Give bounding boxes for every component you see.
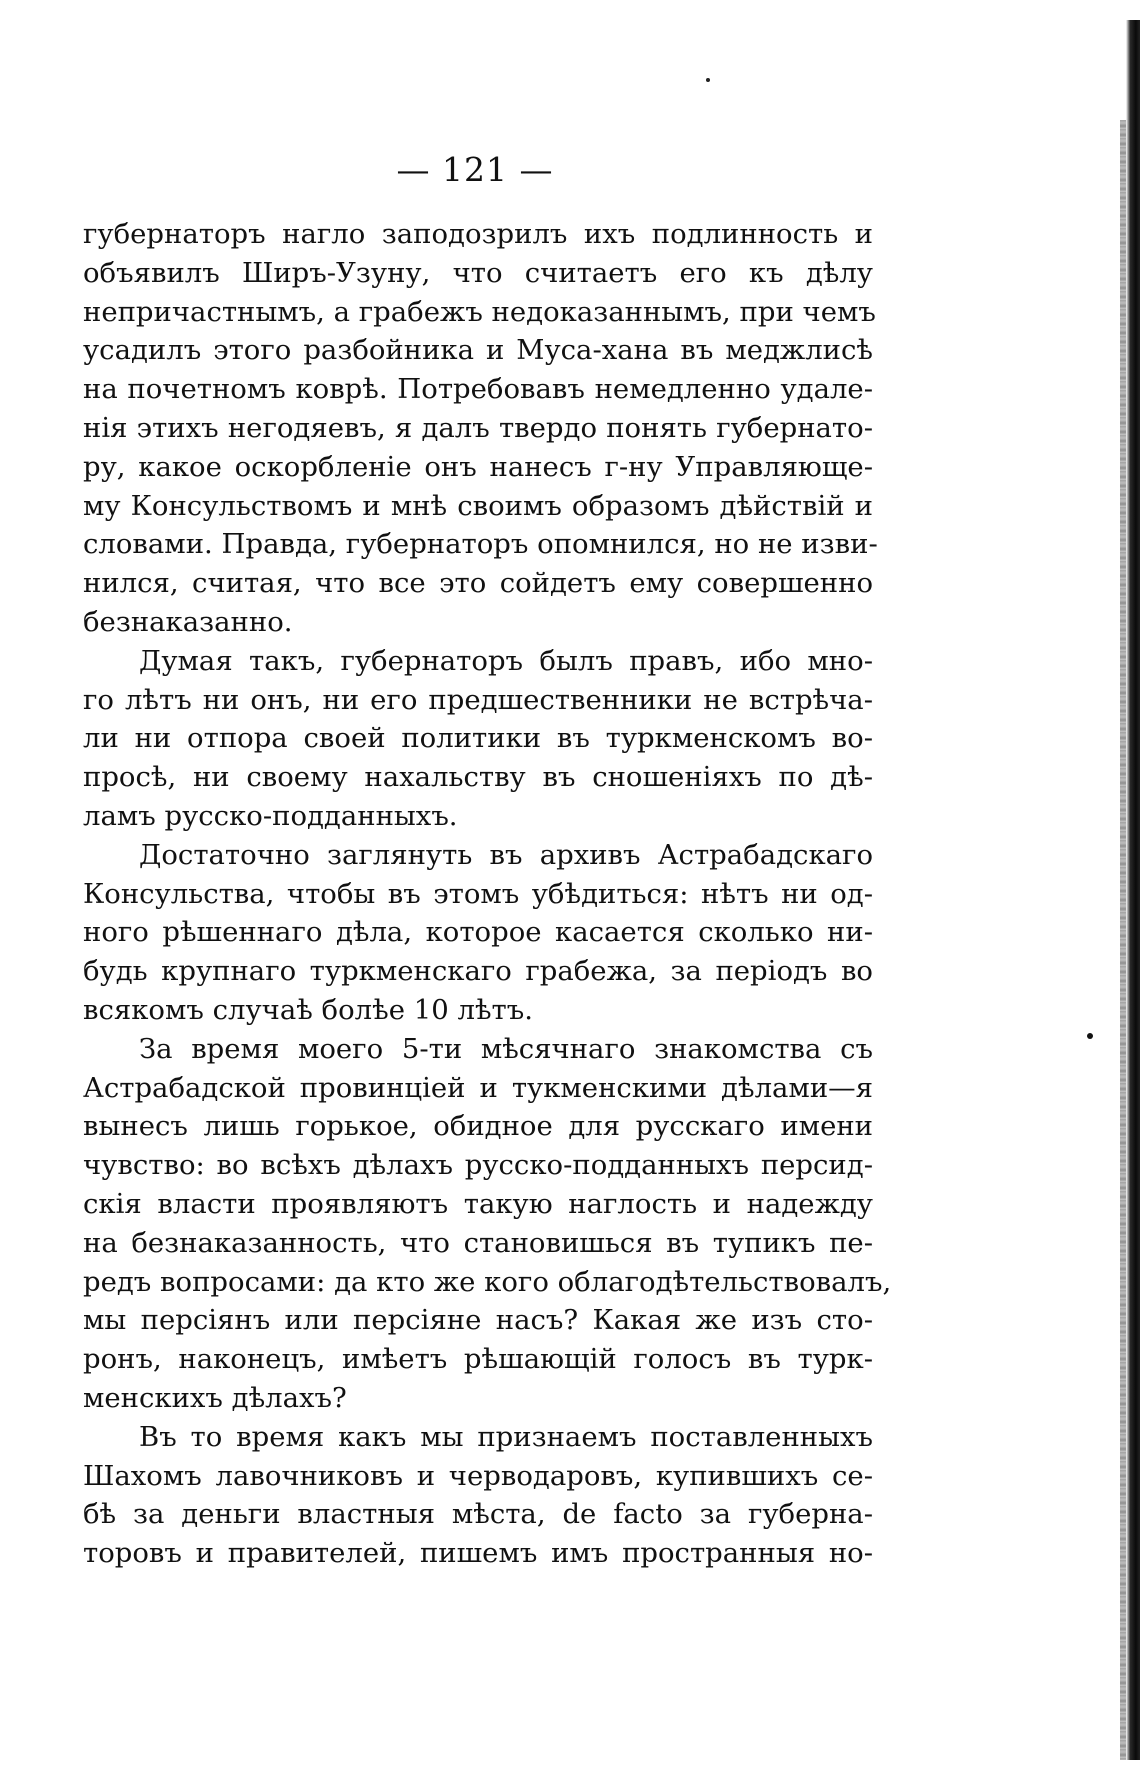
book-spine-edge (1126, 20, 1140, 1760)
text-line: губернаторъ нагло заподозрилъ ихъ подлинность и (83, 218, 873, 250)
text-line: всякомъ случаѣ болѣе 10 лѣтъ. (83, 993, 533, 1026)
text-line: бѣ за деньги властныя мѣста, de facto за губерна- (83, 1498, 873, 1531)
text-line: на почетномъ коврѣ. Потребовавъ немедленно удале- (83, 373, 873, 406)
text-line: ронъ, наконецъ, имѣетъ рѣшающій голосъ въ турк- (83, 1343, 873, 1376)
text-line: редъ вопросами: да кто же кого облагодѣтельствовалъ, (83, 1265, 892, 1298)
text-line: вынесъ лишь горькое, обидное для русскаго имени (83, 1110, 873, 1143)
text-line: чувство: во всѣхъ дѣлахъ русско-подданныхъ персид- (83, 1149, 873, 1182)
text-line: на безнаказанность, что становишься въ тупикъ пе- (83, 1226, 873, 1259)
text-line: просѣ, ни своему нахальству въ сношеніяхъ по дѣ- (83, 761, 873, 794)
text-line: го лѣтъ ни онъ, ни его предшественники не встрѣча- (83, 683, 873, 716)
text-line: словами. Правда, губернаторъ опомнился, но не изви- (83, 528, 878, 561)
text-line: Думая такъ, губернаторъ былъ правъ, ибо мно- (139, 644, 873, 677)
text-line: непричастнымъ, а грабежъ недоказаннымъ, при чемъ (83, 295, 876, 328)
text-line: ного рѣшеннаго дѣла, которое касается сколько ни- (83, 916, 873, 949)
text-line: Въ то время какъ мы признаемъ поставленныхъ (139, 1420, 873, 1453)
text-line: нился, считая, что все это сойдетъ ему совершенно (83, 567, 873, 600)
text-line: мы персіянъ или персіяне насъ? Какая же изъ сто- (83, 1304, 873, 1337)
text-line: ламъ русско-подданныхъ. (83, 799, 458, 832)
text-line: менскихъ дѣлахъ? (83, 1381, 347, 1414)
page-number: — 121 — (396, 150, 554, 189)
text-line: ру, какое оскорбленіе онъ нанесъ г-ну Управляюще- (83, 450, 873, 483)
text-line: скія власти проявляютъ такую наглость и надежду (83, 1187, 873, 1220)
text-line: Консульства, чтобы въ этомъ убѣдиться: нѣтъ ни од- (83, 877, 873, 910)
body-text (83, 215, 892, 1573)
speck-mark (1087, 1033, 1093, 1039)
text-line: будь крупнаго туркменскаго грабежа, за періодъ во (83, 955, 873, 988)
text-line: безнаказанно. (83, 605, 293, 638)
text-line: За время моего 5-ти мѣсячнаго знакомства съ (139, 1032, 873, 1065)
text-line: му Консульствомъ и мнѣ своимъ образомъ дѣйствій и (83, 489, 873, 522)
text-line: усадилъ этого разбойника и Муса-хана въ меджлисѣ (83, 334, 873, 367)
text-line: нія этихъ негодяевъ, я далъ твердо понять губернато- (83, 411, 873, 444)
text-line: Астрабадской провинціей и тукменскими дѣлами—я (83, 1071, 873, 1104)
text-line: Достаточно заглянуть въ архивъ Астрабадскаго (139, 838, 873, 871)
text-line: торовъ и правителей, пишемъ имъ пространныя но- (83, 1537, 873, 1570)
speck-mark (706, 78, 710, 82)
book-spine-shadow (1120, 120, 1126, 1760)
text-line: Шахомъ лавочниковъ и черводаровъ, купившихъ се- (83, 1459, 873, 1492)
text-line: ли ни отпора своей политики въ туркменскомъ во- (83, 722, 873, 755)
text-line: объявилъ Ширъ-Узуну, что считаетъ его къ дѣлу (83, 256, 873, 289)
